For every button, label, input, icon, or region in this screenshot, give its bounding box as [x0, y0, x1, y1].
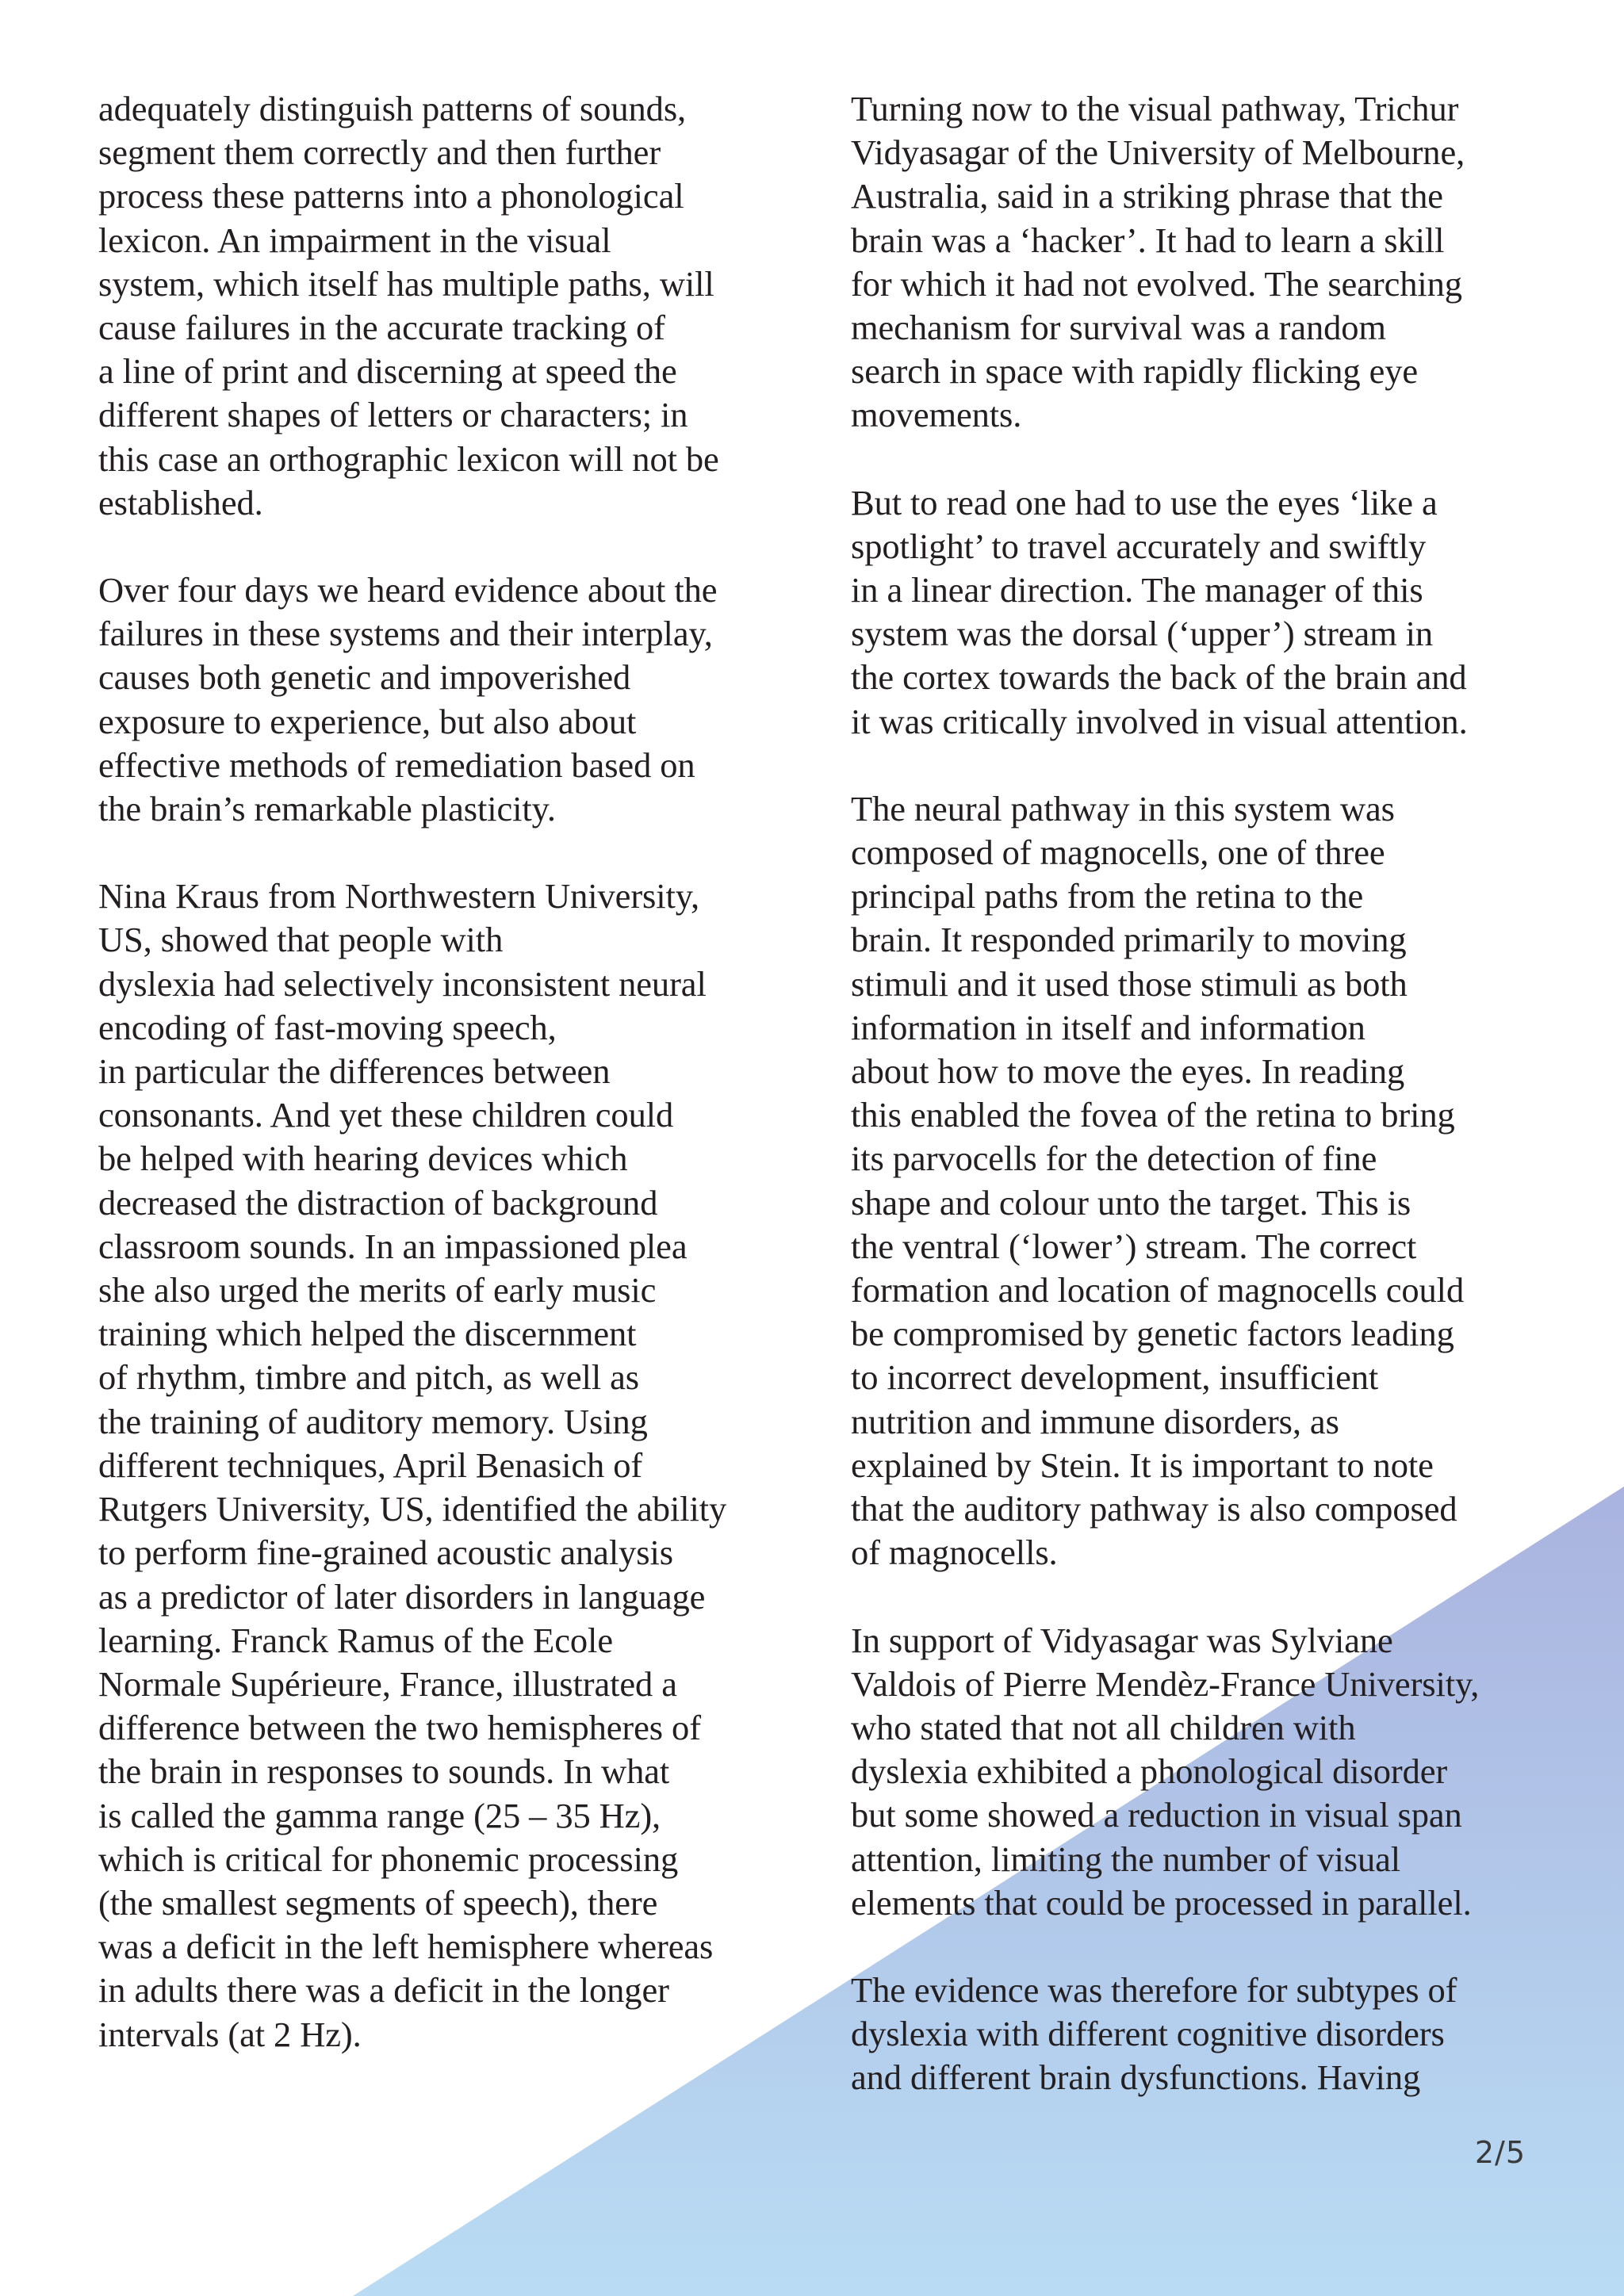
paragraph: The neural pathway in this system was composed of magnocells, one of three principal paths from the retina to the brain. It responded primarily to moving stimuli and it used those stimuli as both information in itself and information about how to move the eyes. In reading this enabled the fovea of the retina to bring its parvocells for the detection of fine shape and colour unto the target. This is the ventral (‘lower’) stream. The correct formation and location of magnocells could be compromised by genetic factors leading to incorrect development, insufficient nutrition and immune disorders, as explained by Stein. It is important to note that the auditory pathway is also composed of magnocells. [851, 788, 1465, 1573]
page-number: 2/5 [1474, 2135, 1526, 2170]
paragraph: Turning now to the visual pathway, Trichur Vidyasagar of the University of Melbourne, Australia, said in a striking phrase that the brain was a ‘hacker’. It had to learn a skill for which it had not evolved. The searching mechanism for survival was a random search in space with rapidly flicking eye movements. [851, 89, 1465, 435]
right-column [851, 87, 1565, 2144]
paragraph: Over four days we heard evidence about the failures in these systems and their interplay, causes both genetic and impoverished exposure to experience, but also about effective methods of remediation based on the brain’s remarkable plasticity. [98, 570, 718, 829]
paragraph: But to read one had to use the eyes ‘like a spotlight’ to travel accurately and swiftly in a linear direction. The manager of this system was the dorsal (‘upper’) stream in the cortex towards the back of the brain and it was critically involved in visual attention. [851, 482, 1468, 741]
left-column [98, 87, 796, 2100]
paragraph: In support of Vidyasagar was Sylviane Valdois of Pierre Mendèz-France University, who stated that not all children with dyslexia exhibited a phonological disorder but some showed a reduction in visual span attention, limiting the number of visual elements that could be processed in parallel. [851, 1620, 1480, 1923]
paragraph: adequately distinguish patterns of sounds, segment them correctly and then further process these patterns into a phonological lexicon. An impairment in the visual system, which itself has multiple paths, will cause failures in the accurate tracking of a line of print and discerning at speed the different shapes of letters or characters; in this case an orthographic lexicon will not be established. [98, 89, 719, 522]
paragraph: Nina Kraus from Northwestern University, US, showed that people with dyslexia had selectively inconsistent neural encoding of fast-moving speech, in particular the differences between consonants. And yet these children could be helped with hearing devices which decreased the distraction of background classroom sounds. In an impassioned plea she also urged the merits of early music training which helped the discernment of rhythm, timbre and pitch, as well as the training of auditory memory. Using different techniques, April Benasich of Rutgers University, US, identified the ability to perform fine-grained acoustic analysis as a predictor of later disorders in language learning. Franck Ramus of the Ecole Normale Supérieure, France, illustrated a difference between the two hemispheres of the brain in responses to sounds. In what is called the gamma range (25 – 35 Hz), which is critical for phonemic processing (the smallest segments of speech), there was a deficit in the left hemisphere whereas in adults there was a deficit in the longer intervals (at 2 Hz). [98, 876, 727, 2054]
paragraph: The evidence was therefore for subtypes of dyslexia with different cognitive disorders and different brain dysfunctions. Having [851, 1969, 1457, 2098]
